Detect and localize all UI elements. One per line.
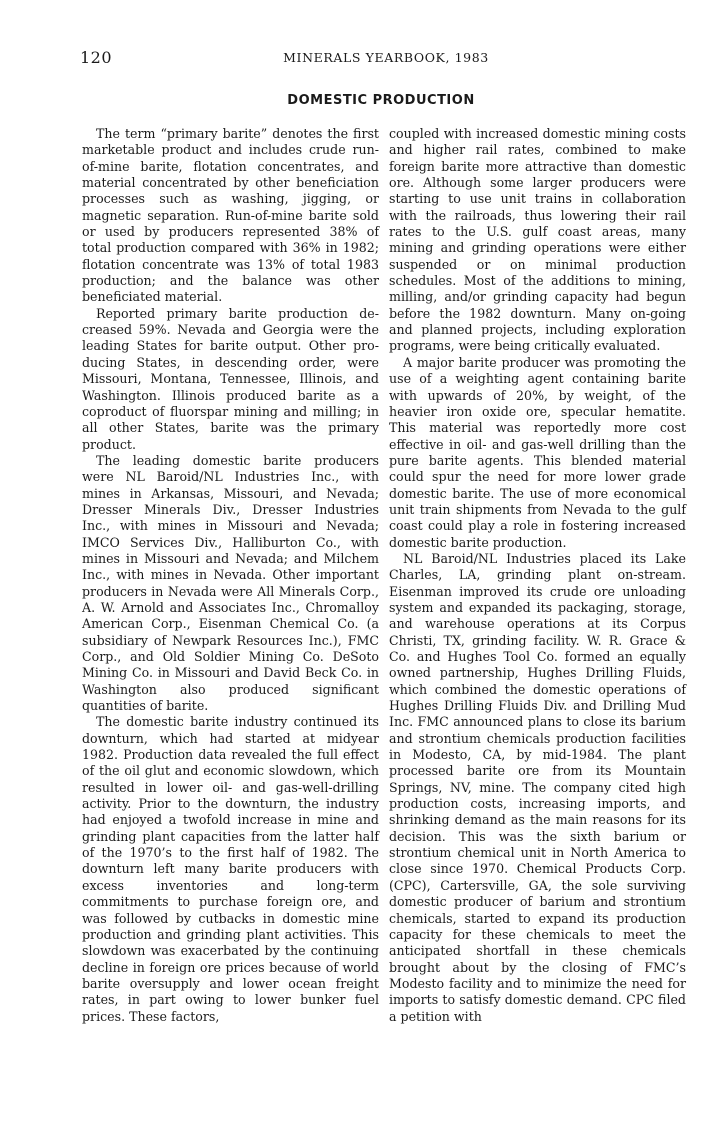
left-column — [82, 126, 379, 1025]
paragraph: The leading domestic barite producers were NL Baroid/NL Industries Inc., with mines in Arkansas, Missouri, and Nevada; Dresser Minerals Div., Dresser Industries Inc., with mines in Missouri and Nevada; IMCO Services Div., Halliburton Co., with mines in Missouri and Nevada; and Milchem Inc., with mines in Nevada. Other important producers in Nevada were All Minerals Corp., A. W. Arnold and Associates Inc., Chromalloy American Corp., Eisenman Chemical Co. (a subsidiary of Newpark Resources Inc.), FMC Corp., and Old Soldier Mining Co. DeSoto Mining Co. in Missouri and David Beck Co. in Washington also produced significant quantities of barite. — [82, 452, 379, 714]
paragraph-continued: coupled with increased domestic mining costs and higher rail rates, combined to make foreign barite more attractive than domestic ore. Although some larger producers were starting to use unit trains in collaboration with the railroads, thus lowering their rail rates to the U.S. gulf coast areas, many mining and grinding operations were either suspended or on minimal production schedules. Most of the additions to mining, milling, and/or grinding capacity had begun before the 1982 downturn. Many on-going and planned projects, including exploration programs, were being critically evaluated. — [389, 126, 686, 354]
running-title: MINERALS YEARBOOK, 1983 — [283, 50, 489, 65]
paragraph: The term “primary barite” denotes the first marketable product and includes crude run-of-mine barite, flotation concentrates, and material concentrated by other beneficiation processes such as washing, jigging, or magnetic separation. Run-of-mine barite sold or used by producers represented 38% of total production compared with 36% in 1982; flotation concentrate was 13% of total 1983 production; and the balance was other beneficiated material. — [82, 126, 379, 305]
paragraph: The domestic barite industry continued its downturn, which had started at midyear 1982. Production data revealed the full effect of the oil glut and economic slowdown, which resulted in lower oil- and gas-well-drilling activity. Prior to the downturn, the industry had enjoyed a twofold increase in mine and grinding plant capacities from the latter half of the 1970’s to the first half of 1982. The downturn left many barite producers with excess inventories and long-term commitments to purchase foreign ore, and was followed by cutbacks in domestic mine production and grinding plant activities. This slowdown was exacerbated by the continuing decline in foreign ore prices because of world barite oversupply and lower ocean freight rates, in part owing to lower bunker fuel prices. These factors, — [82, 714, 379, 1024]
section-title: DOMESTIC PRODUCTION — [287, 93, 475, 108]
right-column — [389, 126, 686, 1025]
page-number: 120 — [80, 48, 113, 67]
paragraph: NL Baroid/NL Industries placed its Lake Charles, LA, grinding plant on-stream. Eisenman improved its crude ore unloading system and expanded its packaging, storage, and warehouse operations at its Corpus Christi, TX, grinding facility. W. R. Grace & Co. and Hughes Tool Co. formed an equally owned partnership, Hughes Drilling Fluids, which combined the domestic operations of Hughes Drilling Fluids Div. and Drilling Mud Inc. FMC announced plans to close its barium and strontium chemicals production facilities in Modesto, CA, by mid-1984. The plant processed barite ore from its Mountain Springs, NV, mine. The company cited high production costs, increasing imports, and shrinking demand as the main reasons for its decision. This was the sixth barium or strontium chemical unit in North America to close since 1970. Chemical Products Corp. (CPC), Cartersville, GA, the sole surviving domestic producer of barium and strontium chemicals, started to expand its production capacity for these chemicals to meet the anticipated shortfall in these chemicals brought about by the closing of FMC’s Modesto facility and to minimize the need for imports to satisfy domestic demand. CPC filed a petition with — [389, 550, 686, 1024]
paragraph: Reported primary barite production decreased 59%. Nevada and Georgia were the leading States for barite output. Other producing States, in descending order, were Missouri, Montana, Tennessee, Illinois, and Washington. Illinois produced barite as a coproduct of fluorspar mining and milling; in all other States, barite was the primary product. — [82, 305, 379, 452]
paragraph: A major barite producer was promoting the use of a weighting agent containing barite with upwards of 20%, by weight, of the heavier iron oxide ore, specular hematite. This material was reportedly more cost effective in oil- and gas-well drilling than the pure barite agents. This blended material could spur the need for more lower grade domestic barite. The use of more economical unit train shipments from Nevada to the gulf coast could play a role in fostering increased domestic barite production. — [389, 354, 686, 550]
